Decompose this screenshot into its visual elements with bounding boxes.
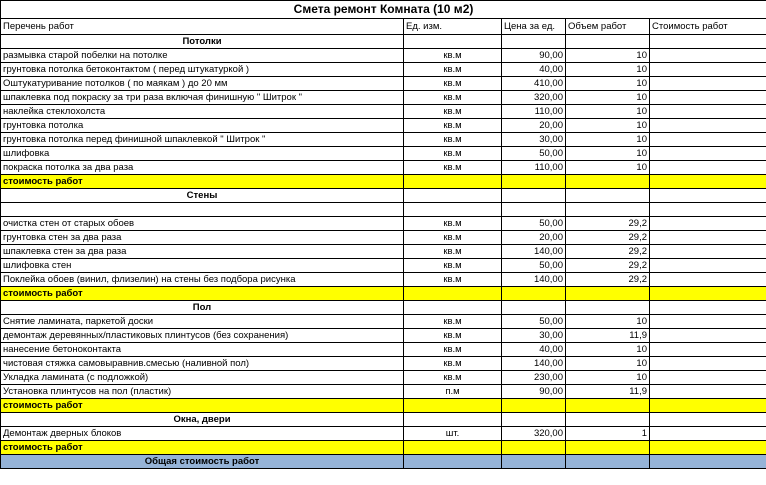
table-row bbox=[1, 119, 766, 133]
cell-price[interactable]: 110,00 bbox=[502, 161, 566, 175]
table-row bbox=[1, 203, 766, 217]
cell-price[interactable]: 320,00 bbox=[502, 427, 566, 441]
cell-price[interactable] bbox=[502, 301, 566, 315]
table-row bbox=[1, 217, 766, 231]
cell-price[interactable]: 110,00 bbox=[502, 105, 566, 119]
subtotal-label[interactable]: стоимость работ bbox=[1, 175, 404, 189]
cell-volume[interactable] bbox=[566, 399, 650, 413]
cell-volume[interactable]: 29,2 bbox=[566, 273, 650, 287]
cell-unit[interactable]: кв.м bbox=[404, 77, 502, 91]
cell-unit[interactable]: шт. bbox=[404, 427, 502, 441]
cell-price[interactable]: 30,00 bbox=[502, 329, 566, 343]
cell-unit[interactable] bbox=[404, 455, 502, 469]
subtotal-label[interactable]: стоимость работ bbox=[1, 441, 404, 455]
table-row bbox=[1, 133, 766, 147]
subtotal-row bbox=[1, 399, 766, 413]
header-price[interactable]: Цена за ед. bbox=[502, 19, 566, 35]
cell-unit[interactable]: кв.м bbox=[404, 273, 502, 287]
cell-cost[interactable] bbox=[650, 161, 766, 175]
cell-price[interactable] bbox=[502, 35, 566, 49]
cell-price[interactable]: 230,00 bbox=[502, 371, 566, 385]
table-row bbox=[1, 245, 766, 259]
cell-volume[interactable]: 10 bbox=[566, 161, 650, 175]
cell-price[interactable]: 40,00 bbox=[502, 63, 566, 77]
cell-unit[interactable]: кв.м bbox=[404, 119, 502, 133]
cell-cost[interactable] bbox=[650, 371, 766, 385]
cell-volume[interactable]: 10 bbox=[566, 343, 650, 357]
cell-unit[interactable] bbox=[404, 35, 502, 49]
cell-work-name[interactable]: чистовая стяжка самовыравнив.смесью (наливной пол) bbox=[1, 357, 404, 371]
header-unit[interactable]: Ед. изм. bbox=[404, 19, 502, 35]
cell-unit[interactable]: кв.м bbox=[404, 329, 502, 343]
cell-volume[interactable]: 10 bbox=[566, 147, 650, 161]
cell-unit[interactable]: кв.м bbox=[404, 49, 502, 63]
cell-volume[interactable]: 10 bbox=[566, 133, 650, 147]
table-row bbox=[1, 371, 766, 385]
cell-volume[interactable]: 29,2 bbox=[566, 217, 650, 231]
cell-unit[interactable]: кв.м bbox=[404, 357, 502, 371]
cell-price[interactable]: 140,00 bbox=[502, 357, 566, 371]
grand-total-cost[interactable] bbox=[650, 455, 766, 469]
cell-volume[interactable]: 10 bbox=[566, 63, 650, 77]
cell-volume[interactable]: 11,9 bbox=[566, 329, 650, 343]
subtotal-cost[interactable] bbox=[650, 175, 766, 189]
subtotal-label[interactable]: стоимость работ bbox=[1, 399, 404, 413]
cell-work-name[interactable]: покраска потолка за два раза bbox=[1, 161, 404, 175]
table-row bbox=[1, 49, 766, 63]
table-row bbox=[1, 91, 766, 105]
cell-volume[interactable]: 10 bbox=[566, 77, 650, 91]
cell-volume[interactable] bbox=[566, 455, 650, 469]
cell-cost[interactable] bbox=[650, 217, 766, 231]
cell-price[interactable] bbox=[502, 455, 566, 469]
cell-unit[interactable]: кв.м bbox=[404, 231, 502, 245]
cell-price[interactable] bbox=[502, 287, 566, 301]
cell-price[interactable] bbox=[502, 203, 566, 217]
table-row bbox=[1, 77, 766, 91]
table-row bbox=[1, 385, 766, 399]
cell-unit[interactable]: кв.м bbox=[404, 63, 502, 77]
cell-cost[interactable] bbox=[650, 203, 766, 217]
cell-unit[interactable]: кв.м bbox=[404, 315, 502, 329]
cell-price[interactable]: 90,00 bbox=[502, 49, 566, 63]
cell-work-name[interactable]: Снятие ламината, паркетой доски bbox=[1, 315, 404, 329]
cell-unit[interactable] bbox=[404, 287, 502, 301]
section-row bbox=[1, 189, 766, 203]
cell-volume[interactable]: 10 bbox=[566, 105, 650, 119]
cell-volume[interactable]: 10 bbox=[566, 357, 650, 371]
cell-work-name[interactable]: шлифовка bbox=[1, 147, 404, 161]
cell-price[interactable]: 50,00 bbox=[502, 259, 566, 273]
cell-volume[interactable] bbox=[566, 441, 650, 455]
cell-volume[interactable] bbox=[566, 189, 650, 203]
cell-cost[interactable] bbox=[650, 189, 766, 203]
cell-price[interactable] bbox=[502, 175, 566, 189]
cell-price[interactable] bbox=[502, 413, 566, 427]
cell-unit[interactable]: кв.м bbox=[404, 133, 502, 147]
cell-cost[interactable] bbox=[650, 315, 766, 329]
section-row bbox=[1, 413, 766, 427]
cell-cost[interactable] bbox=[650, 357, 766, 371]
cell-unit[interactable] bbox=[404, 301, 502, 315]
cell-price[interactable]: 140,00 bbox=[502, 273, 566, 287]
cell-unit[interactable]: кв.м bbox=[404, 245, 502, 259]
cell-volume[interactable] bbox=[566, 175, 650, 189]
cell-work-name[interactable]: шлифовка стен bbox=[1, 259, 404, 273]
cell-unit[interactable]: кв.м bbox=[404, 343, 502, 357]
cell-unit[interactable] bbox=[404, 203, 502, 217]
cell-work-name[interactable]: нанесение бетоноконтакта bbox=[1, 343, 404, 357]
cell-cost[interactable] bbox=[650, 385, 766, 399]
cell-price[interactable]: 50,00 bbox=[502, 217, 566, 231]
cell-cost[interactable] bbox=[650, 273, 766, 287]
cell-price[interactable]: 40,00 bbox=[502, 343, 566, 357]
cell-cost[interactable] bbox=[650, 343, 766, 357]
cell-unit[interactable] bbox=[404, 399, 502, 413]
cell-unit[interactable] bbox=[404, 175, 502, 189]
table-row bbox=[1, 315, 766, 329]
subtotal-label[interactable]: стоимость работ bbox=[1, 287, 404, 301]
cell-volume[interactable] bbox=[566, 301, 650, 315]
cell-volume[interactable] bbox=[566, 35, 650, 49]
section-row bbox=[1, 301, 766, 315]
cell-unit[interactable] bbox=[404, 413, 502, 427]
cell-work-name[interactable]: Демонтаж дверных блоков bbox=[1, 427, 404, 441]
cell-price[interactable]: 50,00 bbox=[502, 147, 566, 161]
section-title[interactable]: Пол bbox=[1, 301, 404, 315]
cell-volume[interactable]: 10 bbox=[566, 371, 650, 385]
header-name[interactable]: Перечень работ bbox=[1, 19, 404, 35]
subtotal-row bbox=[1, 287, 766, 301]
table-row bbox=[1, 357, 766, 371]
table-row bbox=[1, 329, 766, 343]
table-row bbox=[1, 273, 766, 287]
cell-price[interactable]: 20,00 bbox=[502, 119, 566, 133]
cell-cost[interactable] bbox=[650, 77, 766, 91]
cell-unit[interactable]: кв.м bbox=[404, 161, 502, 175]
cell-price[interactable]: 320,00 bbox=[502, 91, 566, 105]
cell-price[interactable]: 140,00 bbox=[502, 245, 566, 259]
cell-work-name[interactable]: очистка стен от старых обоев bbox=[1, 217, 404, 231]
cell-work-name[interactable]: Установка плинтусов на пол (пластик) bbox=[1, 385, 404, 399]
table-row bbox=[1, 161, 766, 175]
cell-work-name[interactable]: Поклейка обоев (винил, флизелин) на стены без подбора рисунка bbox=[1, 273, 404, 287]
cell-volume[interactable]: 10 bbox=[566, 315, 650, 329]
grand-total-row bbox=[1, 455, 766, 469]
cell-unit[interactable]: кв.м bbox=[404, 147, 502, 161]
cell-volume[interactable]: 29,2 bbox=[566, 245, 650, 259]
table-row bbox=[1, 231, 766, 245]
cell-unit[interactable]: кв.м bbox=[404, 105, 502, 119]
cell-cost[interactable] bbox=[650, 301, 766, 315]
subtotal-row bbox=[1, 175, 766, 189]
cell-work-name[interactable]: грунтовка потолка бетоконтактом ( перед штукатуркой ) bbox=[1, 63, 404, 77]
cell-cost[interactable] bbox=[650, 427, 766, 441]
cell-cost[interactable] bbox=[650, 91, 766, 105]
cell-work-name[interactable]: наклейка стеклохолста bbox=[1, 105, 404, 119]
cell-unit[interactable]: кв.м bbox=[404, 217, 502, 231]
cell-unit[interactable]: п.м bbox=[404, 385, 502, 399]
header-volume[interactable]: Объем работ bbox=[566, 19, 650, 35]
cell-volume[interactable]: 1 bbox=[566, 427, 650, 441]
table-row bbox=[1, 427, 766, 441]
cell-cost[interactable] bbox=[650, 259, 766, 273]
section-title[interactable]: Стены bbox=[1, 189, 404, 203]
table-row bbox=[1, 343, 766, 357]
cell-volume[interactable]: 10 bbox=[566, 91, 650, 105]
cell-cost[interactable] bbox=[650, 105, 766, 119]
section-row bbox=[1, 35, 766, 49]
cell-volume[interactable]: 29,2 bbox=[566, 259, 650, 273]
cell-volume[interactable] bbox=[566, 287, 650, 301]
cell-work-name[interactable]: грунтовка потолка перед финишной шпаклевкой " Шитрок " bbox=[1, 133, 404, 147]
cell-work-name[interactable]: шпаклевка стен за два раза bbox=[1, 245, 404, 259]
header-row bbox=[1, 19, 766, 35]
cell-price[interactable]: 410,00 bbox=[502, 77, 566, 91]
cell-cost[interactable] bbox=[650, 119, 766, 133]
cell-price[interactable]: 30,00 bbox=[502, 133, 566, 147]
table-row bbox=[1, 105, 766, 119]
section-title[interactable]: Окна, двери bbox=[1, 413, 404, 427]
cell-cost[interactable] bbox=[650, 147, 766, 161]
cell-volume[interactable]: 10 bbox=[566, 119, 650, 133]
cell-unit[interactable]: кв.м bbox=[404, 371, 502, 385]
cell-work-name[interactable]: грунтовка стен за два раза bbox=[1, 231, 404, 245]
cell-volume[interactable]: 29,2 bbox=[566, 231, 650, 245]
cell-cost[interactable] bbox=[650, 63, 766, 77]
cell-work-name[interactable]: шпаклевка под покраску за три раза включая финишную " Шитрок " bbox=[1, 91, 404, 105]
cell-unit[interactable] bbox=[404, 189, 502, 203]
cell-work-name[interactable]: Оштукатуривание потолков ( по маякам ) до 20 мм bbox=[1, 77, 404, 91]
cell-unit[interactable]: кв.м bbox=[404, 91, 502, 105]
cell-cost[interactable] bbox=[650, 413, 766, 427]
cell-cost[interactable] bbox=[650, 329, 766, 343]
cell-unit[interactable]: кв.м bbox=[404, 259, 502, 273]
subtotal-cost[interactable] bbox=[650, 441, 766, 455]
grand-total-label[interactable]: Общая стоимость работ bbox=[1, 455, 404, 469]
cell-cost[interactable] bbox=[650, 49, 766, 63]
cell-price[interactable]: 90,00 bbox=[502, 385, 566, 399]
cell-work-name[interactable]: Укладка ламината (с подложкой) bbox=[1, 371, 404, 385]
subtotal-row bbox=[1, 441, 766, 455]
cell-cost[interactable] bbox=[650, 245, 766, 259]
cell-cost[interactable] bbox=[650, 35, 766, 49]
cell-work-name[interactable]: размывка старой побелки на потолке bbox=[1, 49, 404, 63]
header-cost[interactable]: Стоимость работ bbox=[650, 19, 766, 35]
sheet-title[interactable]: Смета ремонт Комната (10 м2) bbox=[1, 1, 766, 19]
table-row bbox=[1, 147, 766, 161]
cell-price[interactable] bbox=[502, 399, 566, 413]
cell-volume[interactable] bbox=[566, 413, 650, 427]
cell-unit[interactable] bbox=[404, 441, 502, 455]
cell-price[interactable]: 20,00 bbox=[502, 231, 566, 245]
section-title[interactable]: Потолки bbox=[1, 35, 404, 49]
cell-volume[interactable]: 10 bbox=[566, 49, 650, 63]
cell-cost[interactable] bbox=[650, 231, 766, 245]
cell-price[interactable]: 50,00 bbox=[502, 315, 566, 329]
cell-volume[interactable] bbox=[566, 203, 650, 217]
cell-price[interactable] bbox=[502, 441, 566, 455]
subtotal-cost[interactable] bbox=[650, 287, 766, 301]
cell-cost[interactable] bbox=[650, 133, 766, 147]
table-row bbox=[1, 259, 766, 273]
cell-work-name[interactable] bbox=[1, 203, 404, 217]
cell-price[interactable] bbox=[502, 189, 566, 203]
subtotal-cost[interactable] bbox=[650, 399, 766, 413]
title-row bbox=[1, 1, 766, 19]
table-row bbox=[1, 63, 766, 77]
cell-work-name[interactable]: грунтовка потолка bbox=[1, 119, 404, 133]
cell-work-name[interactable]: демонтаж деревянных/пластиковых плинтусов (без сохранения) bbox=[1, 329, 404, 343]
cell-volume[interactable]: 11,9 bbox=[566, 385, 650, 399]
